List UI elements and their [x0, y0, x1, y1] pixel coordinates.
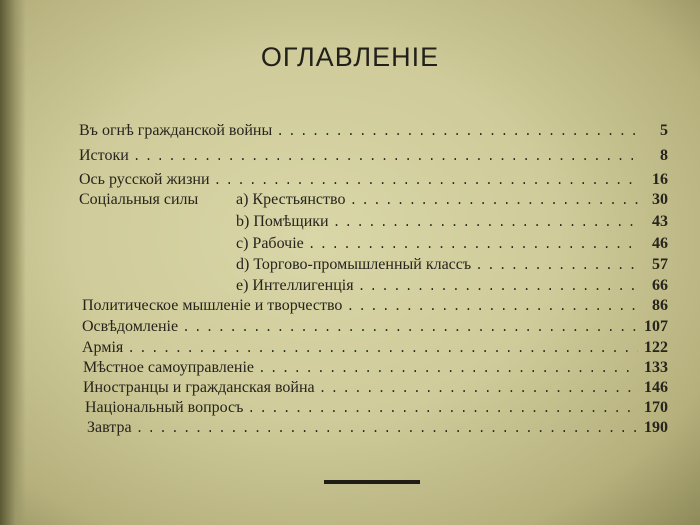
- toc-entry-page: 122: [644, 339, 668, 356]
- leader-dots: [182, 320, 638, 335]
- toc-subentry: [236, 213, 668, 233]
- leader-dots: [127, 341, 638, 356]
- toc-entry-page: 8: [660, 147, 668, 164]
- toc-entry-label: Завтра: [87, 419, 132, 436]
- toc-entry-page: 43: [652, 213, 668, 230]
- toc-entry-page: 16: [652, 171, 668, 188]
- leader-dots: [308, 237, 638, 252]
- toc-entry-label: b) Помѣщики: [236, 213, 329, 230]
- leader-dots: [358, 279, 638, 294]
- toc-entry: [82, 339, 668, 359]
- toc-entry: [83, 379, 668, 399]
- toc-entry-page: 86: [652, 297, 668, 314]
- leader-dots: [214, 173, 638, 188]
- toc-subentry: [236, 191, 668, 211]
- toc-group-label: Соціальныя силы: [79, 191, 199, 208]
- toc-subentry: [236, 277, 668, 297]
- toc-entry-page: 146: [644, 379, 668, 396]
- toc-entry-label: e) Интеллигенція: [236, 277, 354, 294]
- leader-dots: [349, 193, 638, 208]
- toc-entry-label: Въ огнѣ гражданской войны: [79, 122, 273, 139]
- toc-entry-label: Иностранцы и гражданская война: [83, 379, 315, 396]
- leader-dots: [133, 149, 638, 164]
- toc-entry-label: a) Крестьянство: [236, 191, 346, 208]
- toc-entry-page: 133: [644, 359, 668, 376]
- toc-entry-label: d) Торгово-промышленный классъ: [236, 256, 472, 273]
- toc-entry-page: 170: [644, 399, 668, 416]
- toc-entry: [82, 297, 668, 317]
- leader-dots: [475, 258, 638, 273]
- toc-entry-page: 107: [644, 318, 668, 335]
- leader-dots: [258, 361, 638, 376]
- leader-dots: [346, 299, 638, 314]
- toc-entry-page: 46: [652, 235, 668, 252]
- toc-entry-label: Освѣдомленіе: [82, 318, 179, 335]
- toc-entry-page: 66: [652, 277, 668, 294]
- toc-entry: [79, 147, 668, 167]
- toc-entry-page: 30: [652, 191, 668, 208]
- leader-dots: [319, 381, 638, 396]
- toc-entry: [82, 318, 668, 338]
- toc-entry-label: Политическое мышленіе и творчество: [82, 297, 343, 314]
- leader-dots: [276, 124, 638, 139]
- toc-entry-label: Національный вопросъ: [85, 399, 244, 416]
- book-spine-shadow: [0, 0, 26, 525]
- toc-entry: [85, 399, 668, 419]
- toc-entry-label: Армія: [82, 339, 124, 356]
- divider-rule: [324, 480, 420, 484]
- toc-entry-page: 57: [652, 256, 668, 273]
- leader-dots: [136, 421, 638, 436]
- toc-subentry: [236, 256, 668, 276]
- toc-entry-label: Ось русской жизни: [79, 171, 210, 188]
- toc-entry-page: 5: [660, 122, 668, 139]
- toc-entry-page: 190: [644, 419, 668, 436]
- toc-entry-label: c) Рабочіе: [236, 235, 304, 252]
- toc-entry: [87, 419, 668, 439]
- leader-dots: [333, 215, 638, 230]
- toc-entry-label: Истоки: [79, 147, 129, 164]
- toc-entry: [79, 171, 668, 191]
- page-title: ОГЛАВЛЕНІЕ: [260, 42, 440, 72]
- toc-subentry: [236, 235, 668, 255]
- toc-entry: [79, 122, 668, 142]
- toc-entry-label: Мѣстное самоуправленіе: [83, 359, 254, 376]
- leader-dots: [247, 401, 638, 416]
- toc-entry: [83, 359, 668, 379]
